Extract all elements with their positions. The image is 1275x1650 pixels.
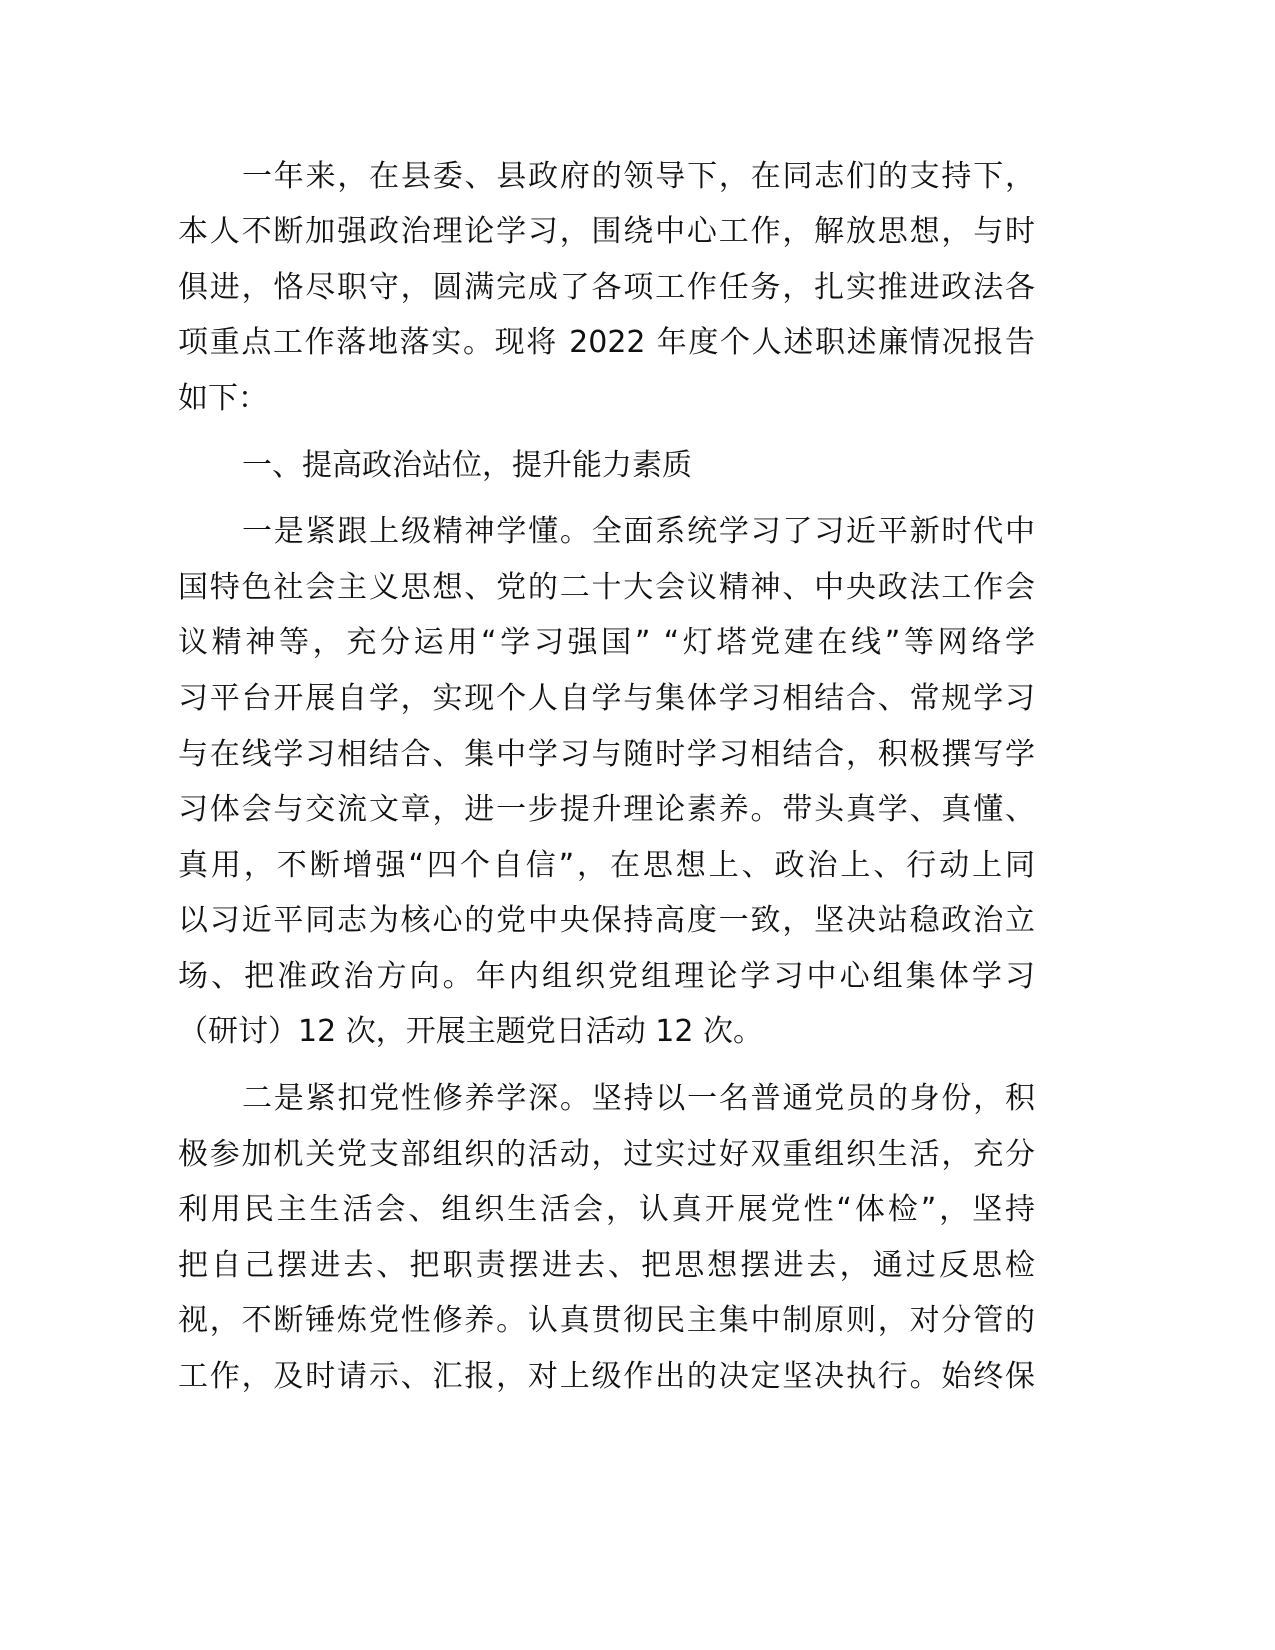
paragraph-line: 二是紧扣党性修养学深。坚持以一名普通党员的身份，积: [242, 1081, 1035, 1116]
paragraph-line: 以习近平同志为核心的党中央保持高度一致，坚决站稳政治立: [178, 903, 1035, 938]
paragraph-line: 把自己摆进去、把职责摆进去、把思想摆进去，通过反思检: [178, 1248, 1035, 1283]
paragraph-line: 如下：: [178, 381, 268, 416]
paragraph-line: 一是紧跟上级精神学懂。全面系统学习了习近平新时代中: [242, 514, 1035, 549]
paragraph-line: 利用民主生活会、组织生活会，认真开展党性“体检”，坚持: [178, 1192, 1035, 1227]
paragraph-line: 习体会与交流文章，进一步提升理论素养。带头真学、真懂、: [178, 792, 1035, 827]
paragraph-line: 视，不断锤炼党性修养。认真贯彻民主集中制原则，对分管的: [178, 1303, 1035, 1338]
paragraph-line: 场、把准政治方向。年内组织党组理论学习中心组集体学习: [178, 959, 1035, 994]
paragraph-line: 一年来，在县委、县政府的领导下，在同志们的支持下，: [242, 159, 1035, 194]
paragraph-line: 俱进，恪尽职守，圆满完成了各项工作任务，扎实推进政法各: [178, 270, 1035, 305]
paragraph-line: 国特色社会主义思想、党的二十大会议精神、中央政法工作会: [178, 570, 1035, 605]
section-heading: 一、提高政治站位，提升能力素质: [242, 448, 692, 483]
paragraph-line: 与在线学习相结合、集中学习与随时学习相结合，积极撰写学: [178, 737, 1035, 772]
paragraph-line: 工作，及时请示、汇报，对上级作出的决定坚决执行。始终保: [178, 1359, 1035, 1394]
paragraph-line: 极参加机关党支部组织的活动，过实过好双重组织生活，充分: [178, 1137, 1035, 1172]
paragraph-line: 议精神等，充分运用“学习强国” “灯塔党建在线”等网络学: [178, 625, 1035, 660]
paragraph-line: 习平台开展自学，实现个人自学与集体学习相结合、常规学习: [178, 681, 1035, 716]
paragraph-line: （研讨）12 次，开展主题党日活动 12 次。: [178, 1014, 763, 1049]
paragraph-line: 真用，不断增强“四个自信”，在思想上、政治上、行动上同: [178, 848, 1035, 883]
paragraph-line: 项重点工作落地落实。现将 2022 年度个人述职述廉情况报告: [178, 325, 1035, 360]
paragraph-line: 本人不断加强政治理论学习，围绕中心工作，解放思想，与时: [178, 214, 1035, 249]
